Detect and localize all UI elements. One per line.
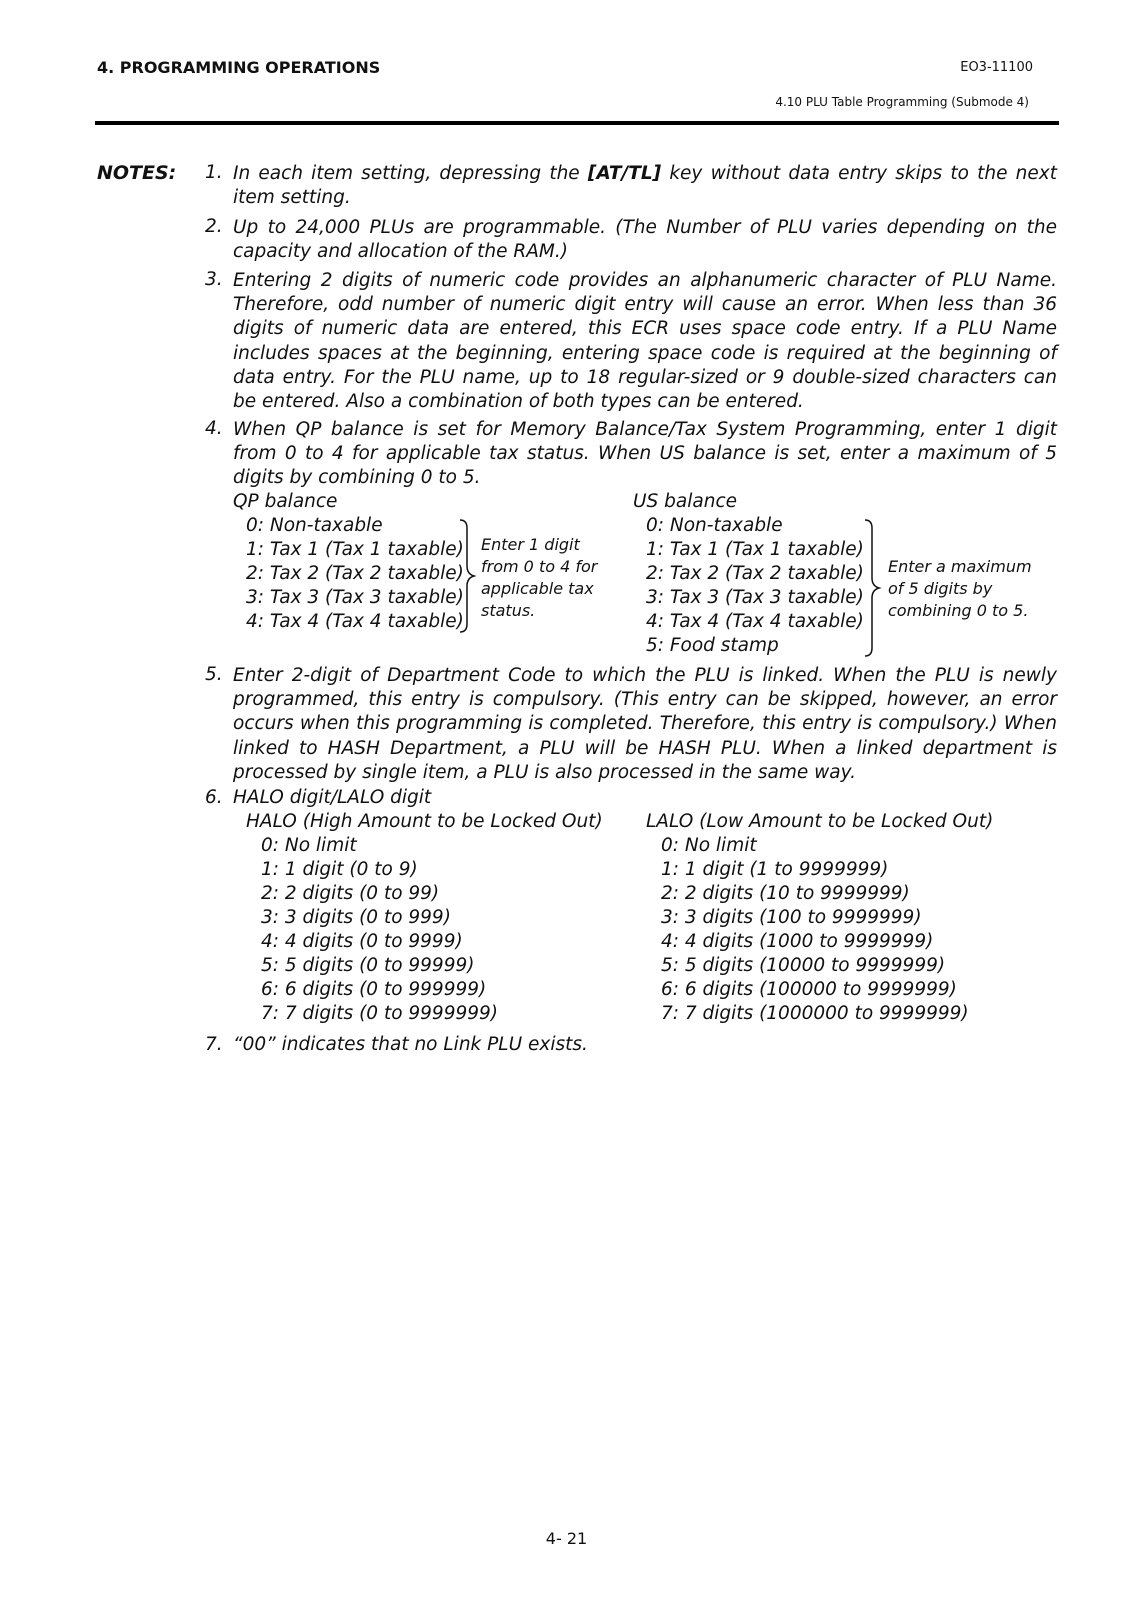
us-item-4: 4: Tax 4 (Tax 4 taxable) <box>646 611 864 632</box>
lalo-item-0: 0: No limit <box>661 835 757 856</box>
halo-item-1: 1: 1 digit (0 to 9) <box>261 859 418 880</box>
note-4-number: 4. <box>205 418 223 439</box>
note-7-number: 7. <box>205 1034 223 1055</box>
halo-title: HALO (High Amount to be Locked Out) <box>246 811 603 832</box>
note-6-number: 6. <box>205 787 223 808</box>
us-brace <box>864 518 882 658</box>
halo-item-3: 3: 3 digits (0 to 999) <box>261 907 451 928</box>
us-balance-title: US balance <box>633 491 737 512</box>
us-note-line-2: of 5 digits by <box>888 579 993 598</box>
qp-note-line-2: from 0 to 4 for <box>481 557 598 576</box>
note-7: “00” indicates that no Link PLU exists. <box>233 1034 588 1055</box>
at-tl-key-label: [AT/TL] <box>587 163 662 184</box>
note-1-text-a: In each item setting, depressing the <box>233 163 588 184</box>
halo-item-4: 4: 4 digits (0 to 9999) <box>261 931 463 952</box>
us-item-5: 5: Food stamp <box>646 635 779 656</box>
lalo-item-4: 4: 4 digits (1000 to 9999999) <box>661 931 934 952</box>
lalo-item-5: 5: 5 digits (10000 to 9999999) <box>661 955 946 976</box>
note-1 <box>233 162 1057 210</box>
qp-item-0: 0: Non-taxable <box>246 515 383 536</box>
note-1-text-c: item setting. <box>233 187 351 209</box>
qp-balance-title: QP balance <box>233 491 338 512</box>
note-3-number: 3. <box>205 269 223 290</box>
qp-item-3: 3: Tax 3 (Tax 3 taxable) <box>246 587 464 608</box>
qp-brace <box>459 518 477 634</box>
note-3: Entering 2 digits of numeric code provides an alphanumeric character of PLU Name. Therefore, odd number of numeric digit entry will cause an error. When less than 36 digits of numeric data are entered, this ECR uses space code entry. If a PLU Name includes spaces at the beginning, entering space code is required at the beginning of data entry. For the PLU name, up to 18 regular-sized or 9 double-sized characters can be entered. Also a combination of both types can be entered. <box>233 270 1057 413</box>
page-number: 4- 21 <box>545 1529 588 1548</box>
qp-item-1: 1: Tax 1 (Tax 1 taxable) <box>246 539 464 560</box>
qp-note-line-3: applicable tax <box>481 579 594 598</box>
lalo-title: LALO (Low Amount to be Locked Out) <box>646 811 994 832</box>
halo-item-2: 2: 2 digits (0 to 99) <box>261 883 440 904</box>
note-2-number: 2. <box>205 216 223 237</box>
note-6-title: HALO digit/LALO digit <box>233 787 432 808</box>
note-5: Enter 2-digit of Department Code to which the PLU is linked. When the PLU is newly programmed, this entry is compulsory. (This entry can be skipped, however, an error occurs when this programming is completed. Therefore, this entry is compulsory.) When linked to HASH Department, a PLU will be HASH PLU. When a linked department is processed by single item, a PLU is also processed in the same way. <box>233 665 1057 783</box>
note-1-number: 1. <box>205 162 223 183</box>
note-5-number: 5. <box>205 664 223 685</box>
us-note-line-1: Enter a maximum <box>888 557 1032 576</box>
halo-item-0: 0: No limit <box>261 835 357 856</box>
chapter-title: 4. PROGRAMMING OPERATIONS <box>97 58 381 77</box>
section-title: 4.10 PLU Table Programming (Submode 4) <box>775 95 1029 109</box>
lalo-item-1: 1: 1 digit (1 to 9999999) <box>661 859 889 880</box>
halo-item-6: 6: 6 digits (0 to 999999) <box>261 979 487 1000</box>
qp-note-line-4: status. <box>481 601 536 620</box>
us-note-line-3: combining 0 to 5. <box>888 601 1029 620</box>
notes-label: NOTES: <box>97 162 177 184</box>
qp-item-4: 4: Tax 4 (Tax 4 taxable) <box>246 611 464 632</box>
lalo-item-2: 2: 2 digits (10 to 9999999) <box>661 883 910 904</box>
note-4: When QP balance is set for Memory Balance/Tax System Programming, enter 1 digit from 0 to 4 for applicable tax status. When US balance is set, enter a maximum of 5 digits by combining 0 to 5. <box>233 419 1057 489</box>
lalo-item-7: 7: 7 digits (1000000 to 9999999) <box>661 1003 969 1024</box>
note-2: Up to 24,000 PLUs are programmable. (The Number of PLU varies depending on the capacity and allocation of the RAM.) <box>233 217 1057 263</box>
note-1-text-b: key without data entry skips to the next <box>661 163 1057 184</box>
us-item-3: 3: Tax 3 (Tax 3 taxable) <box>646 587 864 608</box>
halo-item-5: 5: 5 digits (0 to 99999) <box>261 955 475 976</box>
us-item-0: 0: Non-taxable <box>646 515 783 536</box>
lalo-item-3: 3: 3 digits (100 to 9999999) <box>661 907 922 928</box>
header-rule <box>95 121 1059 125</box>
us-item-2: 2: Tax 2 (Tax 2 taxable) <box>646 563 864 584</box>
qp-item-2: 2: Tax 2 (Tax 2 taxable) <box>246 563 464 584</box>
qp-note-line-1: Enter 1 digit <box>481 535 580 554</box>
lalo-item-6: 6: 6 digits (100000 to 9999999) <box>661 979 957 1000</box>
document-id: EO3-11100 <box>960 60 1033 75</box>
halo-item-7: 7: 7 digits (0 to 9999999) <box>261 1003 499 1024</box>
us-item-1: 1: Tax 1 (Tax 1 taxable) <box>646 539 864 560</box>
